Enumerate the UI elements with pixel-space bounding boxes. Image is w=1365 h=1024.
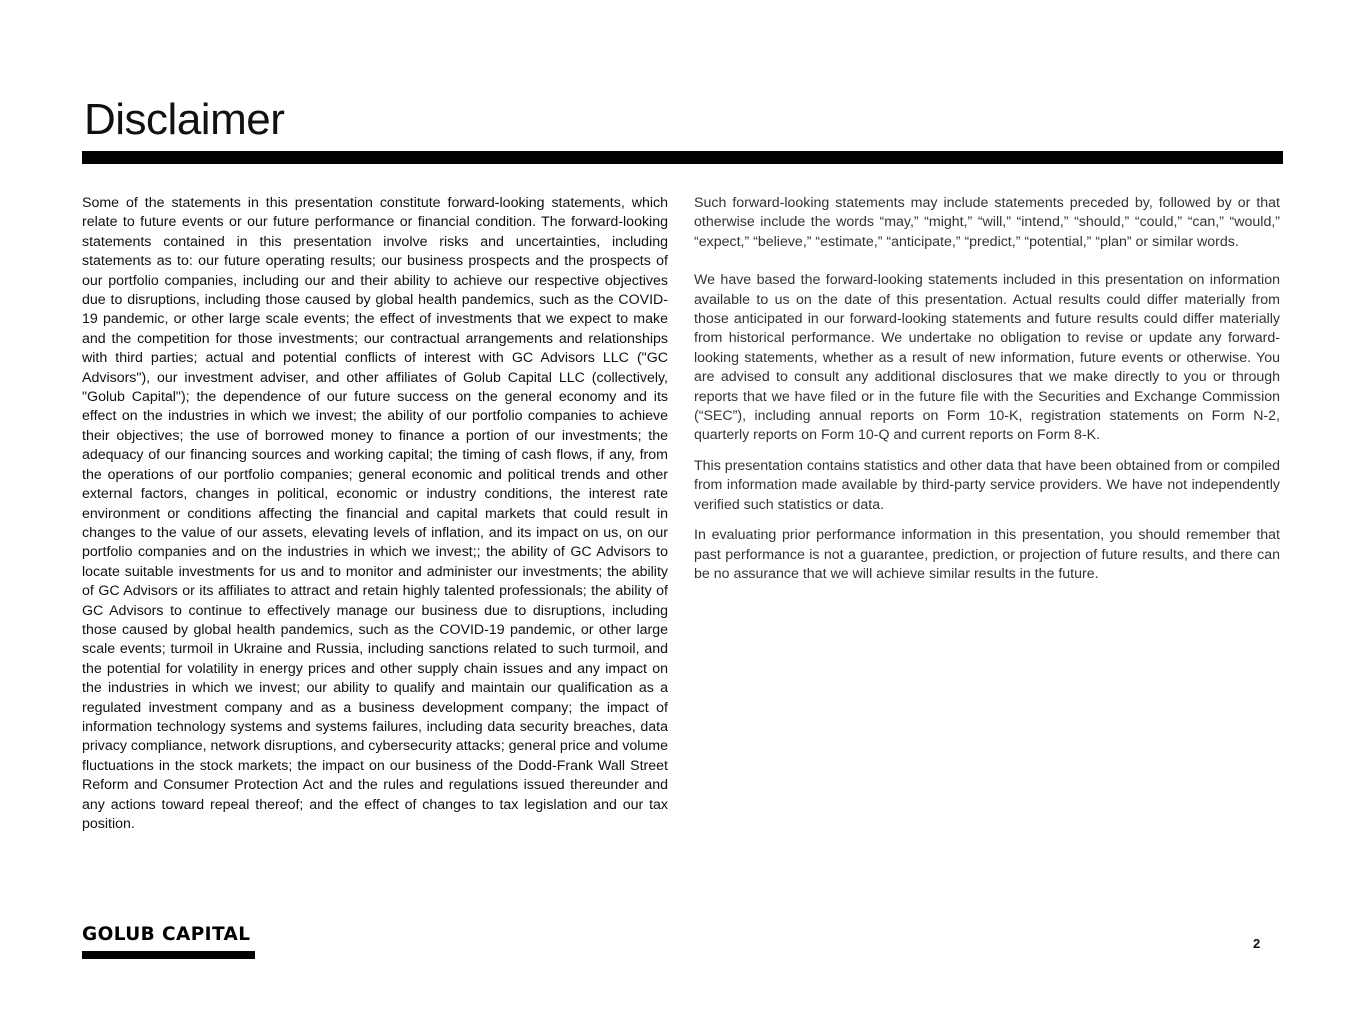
disclaimer-left-column: [82, 194, 668, 834]
golub-capital-logo: [82, 924, 255, 959]
basis-of-statements-paragraph: We have based the forward-looking statements included in this presentation on information available to us on the date of this presentation. Actual results could differ materially from those anticipated in our forward-looking statements and future results could differ materially from historical performance. We undertake no obligation to revise or update any forward-looking statements, whether as a result of new information, future events or otherwise. You are advised to consult any additional disclosures that we make directly to you or through reports that we have filed or in the future file with the Securities and Exchange Commission (“SEC”), including annual reports on Form 10-K, registration statements on Form N-2, quarterly reports on Form 10-Q and current reports on Form 8-K.: [694, 272, 1280, 444]
third-party-data-paragraph: This presentation contains statistics and other data that have been obtained from or compiled from information made available by third-party service providers. We have not independently verified such statistics or data.: [694, 457, 1280, 513]
title-divider: [82, 151, 1283, 164]
disclaimer-right-column: [694, 194, 1280, 584]
forward-looking-words-paragraph: Such forward-looking statements may include statements preceded by, followed by or that otherwise include the words “may,” “might,” “will,” “intend,” “should,” “could,” “can,” “would,” “expect,” “believe,” “estimate,” “anticipate,” “predict,” “potential,” “plan” or similar words.: [694, 195, 1280, 250]
logo-wordmark: GOLUB CAPITAL: [82, 924, 251, 945]
past-performance-paragraph: In evaluating prior performance information in this presentation, you should remember that past performance is not a guarantee, prediction, or projection of future results, and there can be no assurance that we will achieve similar results in the future.: [694, 527, 1280, 582]
page-number: 2: [1253, 936, 1261, 951]
logo-underline-bar: [82, 951, 255, 959]
page-title: Disclaimer: [84, 95, 285, 144]
forward-looking-statements-paragraph: Some of the statements in this presentation constitute forward-looking statements, which relate to future events or our future performance or financial condition. The forward-looking statements contained in this presentation involve risks and uncertainties, including statements as to: our future operating results; our business prospects and the prospects of our portfolio companies, including our and their ability to achieve our respective objectives due to disruptions, including those caused by global health pandemics, such as the COVID-19 pandemic, or other large scale events; the effect of investments that we expect to make and the competition for those investments; our contractual arrangements and relationships with third parties; actual and potential conflicts of interest with GC Advisors LLC ("GC Advisors"), our investment adviser, and other affiliates of Golub Capital LLC (collectively, "Golub Capital"); the dependence of our future success on the general economy and its effect on the industries in which we invest; the ability of our portfolio companies to achieve their objectives; the use of borrowed money to finance a portion of our investments; the adequacy of our financing sources and working capital; the timing of cash flows, if any, from the operations of our portfolio companies; general economic and political trends and other external factors, changes in political, economic or industry conditions, the interest rate environment or conditions affecting the financial and capital markets that could result in changes to the value of our assets, elevating levels of inflation, and its impact on us, on our portfolio companies and on the industries in which we invest;; the ability of GC Advisors to locate suitable investments for us and to monitor and administer our investments; the ability of GC Advisors or its affiliates to attract and retain highly talented professionals; the ability of GC Advisors to continue to effectively manage our business due to disruptions, including those caused by global health pandemics, such as the COVID-19 pandemic, or other large scale events; turmoil in Ukraine and Russia, including sanctions related to such turmoil, and the potential for volatility in energy prices and other supply chain issues and any impact on the industries in which we invest; our ability to qualify and maintain our qualification as a regulated investment company and as a business development company; the impact of information technology systems and systems failures, including data security breaches, data privacy compliance, network disruptions, and cybersecurity attacks; general price and volume fluctuations in the stock markets; the impact on our business of the Dodd-Frank Wall Street Reform and Consumer Protection Act and the rules and regulations issued thereunder and any actions toward repeal thereof; and the effect of changes to tax legislation and our tax position.: [82, 195, 668, 832]
